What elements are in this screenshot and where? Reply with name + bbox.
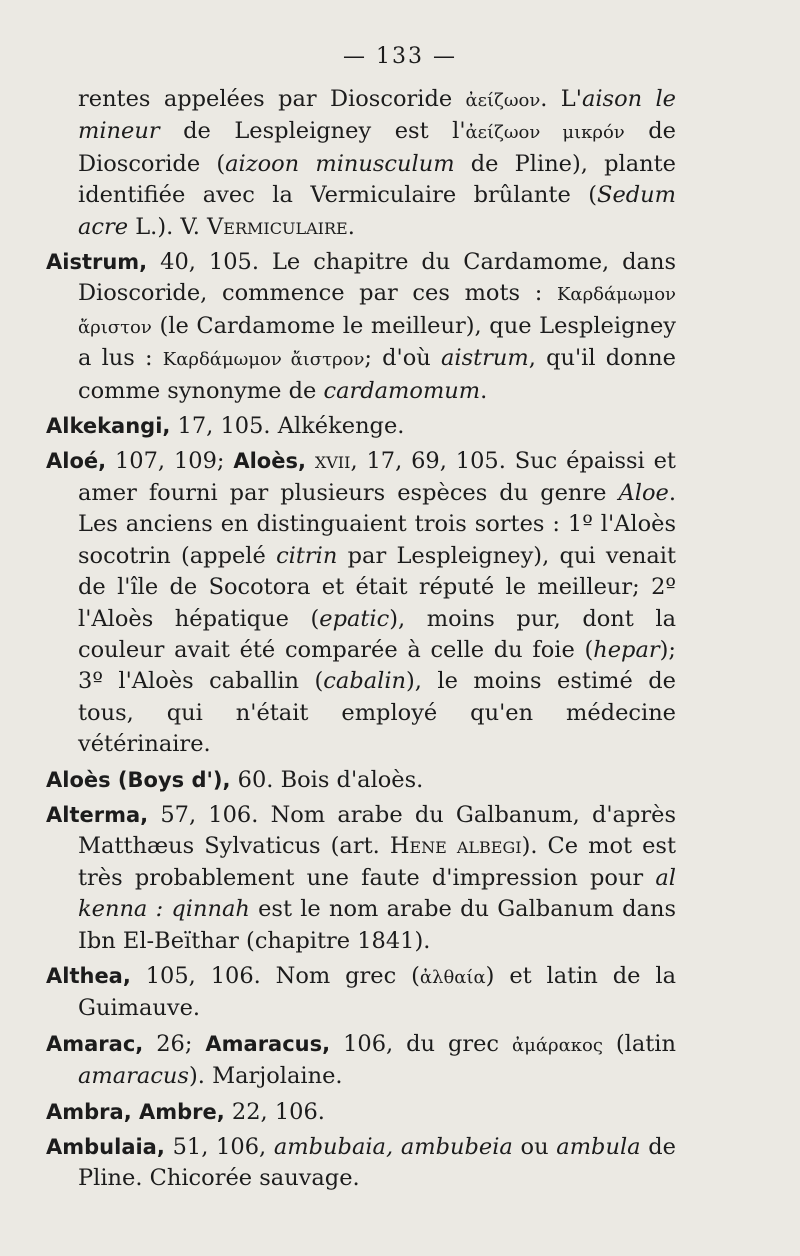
glossary-entry	[46, 1097, 676, 1128]
italic-text: ambula	[556, 1134, 641, 1160]
body-text: de Pline), plante identifiée avec la Vermiculaire brûlante (	[78, 150, 676, 209]
glossary-entry	[46, 800, 676, 957]
body-text: ). Ce mot est très probablement une faute d'impression pour	[78, 833, 677, 891]
italic-text: ambubaia, ambubeia	[273, 1134, 513, 1160]
italic-text: Sedum acre	[78, 182, 676, 240]
headword: Alkekangi,	[46, 414, 171, 439]
glossary-entry	[46, 961, 676, 1025]
body-text: ), le moins estimé de tous, qui n'était employé qu'en médecine vétérinaire.	[78, 668, 676, 758]
body-text: 105, 106. Nom grec (	[130, 962, 420, 989]
italic-text: aison le mineur	[78, 86, 677, 145]
headword: Ambra, Ambre,	[46, 1099, 225, 1124]
greek-text: ἀλθαία	[419, 966, 486, 988]
body-text: , 17, 69, 105. Suc épaissi et amer fourni par plusieurs espèces du genre	[78, 448, 676, 506]
body-text: ), moins pur, dont la couleur avait été comparée à celle du foie (	[78, 605, 677, 663]
body-text: par Lespleigney), qui venait de l'île de Socotora et était réputé le meilleur; 2º l'Aloès hépatique (	[78, 542, 676, 632]
body-text: ). Marjolaine.	[188, 1063, 343, 1090]
body-text: 106, du grec	[330, 1030, 512, 1057]
greek-text: Καρδάμωμον ἄιστρον	[162, 349, 365, 371]
page-number: — 133 —	[343, 44, 457, 69]
body-text: . L'	[540, 86, 582, 112]
glossary-entry	[46, 446, 676, 760]
italic-text: al kenna : qinnah	[78, 864, 676, 923]
headword: Amarac,	[46, 1031, 144, 1056]
body-text: ; d'où	[364, 345, 441, 372]
body-text: ); 3º l'Aloès caballin (	[78, 636, 676, 695]
glossary-entry	[46, 411, 676, 442]
headword: Aloé,	[46, 449, 107, 474]
italic-text: amaracus	[78, 1063, 189, 1090]
italic-text: citrin	[276, 542, 338, 569]
body-text: (le Cardamome le meilleur), que Lespleigney a lus :	[78, 312, 676, 372]
headword: Aistrum,	[46, 250, 148, 275]
body-text: 26;	[143, 1030, 206, 1057]
glossary-entry	[46, 1029, 676, 1093]
greek-text: Καρδάμωμον ἄριστον	[78, 284, 676, 338]
headword: Alterma,	[46, 802, 149, 827]
body-text: 60. Bois d'aloès.	[230, 766, 424, 793]
italic-text: epatic	[319, 605, 390, 632]
small-caps-text: Hene albegi	[389, 833, 522, 860]
body-text: est le nom arabe du Galbanum dans Ibn El-Beïthar (chapitre 1841).	[78, 896, 677, 954]
body-text: de Pline. Chicorée sauvage.	[78, 1134, 677, 1192]
body-text: de Dioscoride (	[78, 118, 676, 177]
body-text: L.). V.	[128, 213, 208, 240]
body-text: 51, 106,	[164, 1134, 274, 1160]
body-text	[306, 448, 315, 474]
body-text: , qu'il donne comme synonyme de	[78, 345, 676, 404]
body-text: ou	[512, 1134, 557, 1160]
greek-text: ἀείζωον	[465, 90, 541, 111]
italic-text: cabalin	[323, 668, 407, 695]
body-text: 17, 105. Alkékenge.	[170, 413, 405, 440]
italic-text: Aloe	[618, 479, 669, 506]
body-text: 22, 106.	[224, 1098, 325, 1125]
body-text: 57, 106. Nom arabe du Galbanum, d'après Matthæus Sylvaticus (art.	[78, 801, 676, 860]
continued-paragraph	[46, 84, 676, 243]
italic-text: aizoon minusculum	[225, 150, 455, 177]
italic-text: hepar	[593, 636, 660, 663]
body-text: 107, 109;	[106, 448, 234, 475]
small-caps-text: Vermiculaire	[207, 213, 348, 240]
body-text: .	[347, 213, 355, 240]
greek-text: ἀείζωον μικρόν	[465, 122, 625, 144]
body-text: .	[480, 377, 488, 404]
glossary-entry	[46, 247, 676, 407]
glossary-entry	[46, 765, 676, 796]
headword: Ambulaia,	[46, 1135, 165, 1159]
italic-text: aistrum	[440, 345, 529, 372]
headword: Aloès,	[233, 449, 306, 474]
body-text: ) et latin de la Guimauve.	[78, 962, 676, 1022]
body-text: 40, 105. Le chapitre du Cardamome, dans Dioscoride, commence par ces mots :	[78, 249, 676, 307]
glossary-text	[46, 84, 676, 1199]
italic-text: cardamomum	[323, 377, 481, 404]
body-text: rentes appelées par Dioscoride	[78, 86, 466, 112]
body-text: (latin	[602, 1030, 676, 1057]
greek-text: ἀμάρακος	[512, 1034, 603, 1056]
body-text: de Lespleigney est l'	[159, 118, 466, 145]
headword: Aloès (Boys d'),	[46, 767, 231, 792]
glossary-entry	[46, 1132, 676, 1195]
body-text: . Les anciens en distinguaient trois sortes : 1º l'Aloès socotrin (appelé	[78, 479, 676, 569]
headword: Althea,	[46, 963, 131, 988]
headword: Amaracus,	[205, 1031, 331, 1056]
small-caps-text: xvii	[314, 448, 351, 475]
